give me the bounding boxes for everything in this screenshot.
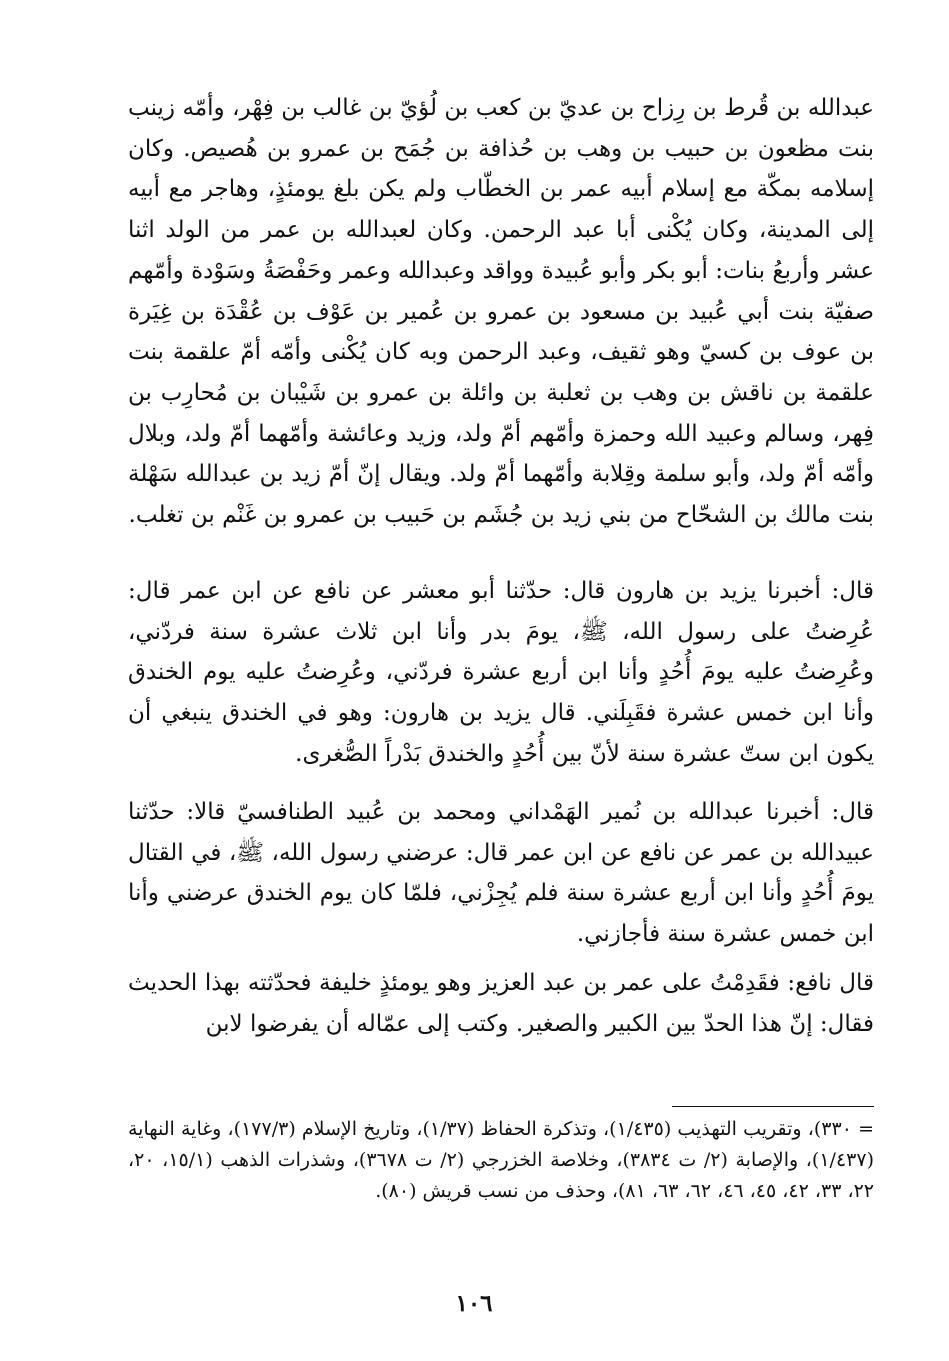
page-number: ١٠٦ — [455, 1290, 493, 1317]
footnotes: = ٣٣٠)، وتقريب التهذيب (١/٤٣٥)، وتذكرة الحفاظ (١/٣٧)، وتاريخ الإسلام (١٧٧/٣)، وغاية النهاية (١/٤٣٧)، والإصابة (٢/ ت ٣٨٣٤)، وخلاصة الخزرجي (٢/ ت ٣٦٧٨)، وشذرات الذهب (١٥/١، ٢٠، ٢٢، ٣٣، ٤٢، ٤٥، ٤٦، ٦٢، ٦٣، ٨١)، وحذف من نسب قريش (٨٠). — [128, 1118, 874, 1202]
paragraph-hadith-numayr: قال: أخبرنا عبدالله بن نُمير الهَمْداني ومحمد بن عُبيد الطنافسيّ قالا: حدّثنا عبيدالله بن عمر عن نافع عن ابن عمر قال: عرضني رسول الله، ﷺ، في القتال يومَ أُحُدٍ وأنا ابن أربع عشرة سنة فلم يُجِزْني، فلمّا كان يوم الخندق عرضني وأنا ابن خمس عشرة سنة فأجازني. — [128, 799, 874, 948]
paragraph-hadith-yazid: قال: أخبرنا يزيد بن هارون قال: حدّثنا أبو معشر عن نافع عن ابن عمر قال: عُرِضتُ على رسول الله، ﷺ، يومَ بدر وأنا ابن ثلاث عشرة سنة فردّني، وعُرِضتُ عليه يومَ أُحُدٍ وأنا ابن أربع عشرة فردّني، وعُرِضتُ عليه يوم الخندق وأنا ابن خمس عشرة فقَبِلَني. قال يزيد بن هارون: وهو في الخندق ينبغي أن يكون ابن ستّ عشرة سنة لأنّ بين أُحُدٍ والخندق بَدْراً الصُّغرى. — [128, 578, 874, 767]
footnote-divider — [672, 1106, 874, 1107]
paragraph-lineage: عبدالله بن قُرط بن رِزاح بن عديّ بن كعب بن لُؤيّ بن غالب بن فِهْر، وأمّه زينب بنت مظعون بن حبيب بن وهب بن حُذافة بن جُمَح بن عمرو بن هُصيص. وكان إسلامه بمكّة مع إسلام أبيه عمر بن الخطّاب ولم يكن بلغ يومئذٍ، وهاجر مع أبيه إلى المدينة، وكان يُكْنى أبا عبد الرحمن. وكان لعبدالله بن عمر من الولد اثنا عشر وأربعُ بنات: أبو بكر وأبو عُبيدة وواقد وعبدالله وعمر وحَفْصَةُ وسَوْدة وأمّهم صفيّة بنت أبي عُبيد بن مسعود بن عمرو بن عُمير بن عَوْف بن عُقْدَة بن غِيَرة بن عوف بن كسيّ وهو ثقيف، وعبد الرحمن وبه كان يُكْنى وأمّه أمّ علقمة بنت علقمة بن ناقش بن وهب بن ثعلبة بن وائلة بن عمرو بن شَيْبان بن مُحارِب بن فِهر، وسالم وعبيد الله وحمزة وأمّهم أمّ ولد، وزيد وعائشة وأمّهما أمّ ولد، وبلال وأمّه أمّ ولد، وأبو سلمة وقِلابة وأمّهما أمّ ولد. ويقال إنّ أمّ زيد بن عبدالله سَهْلة بنت مالك بن الشحّاح من بني زيد بن جُشَم بن حَبيب بن عمرو بن غَنْم بن تغلب. — [128, 95, 874, 529]
paragraph-nafi: قال نافع: فقَدِمْتُ على عمر بن عبد العزيز وهو يومئذٍ خليفة فحدّثته بهذا الحديث فقال: إنّ هذا الحدّ بين الكبير والصغير. وكتب إلى عمّاله أن يفرضوا لابن — [128, 970, 874, 1037]
